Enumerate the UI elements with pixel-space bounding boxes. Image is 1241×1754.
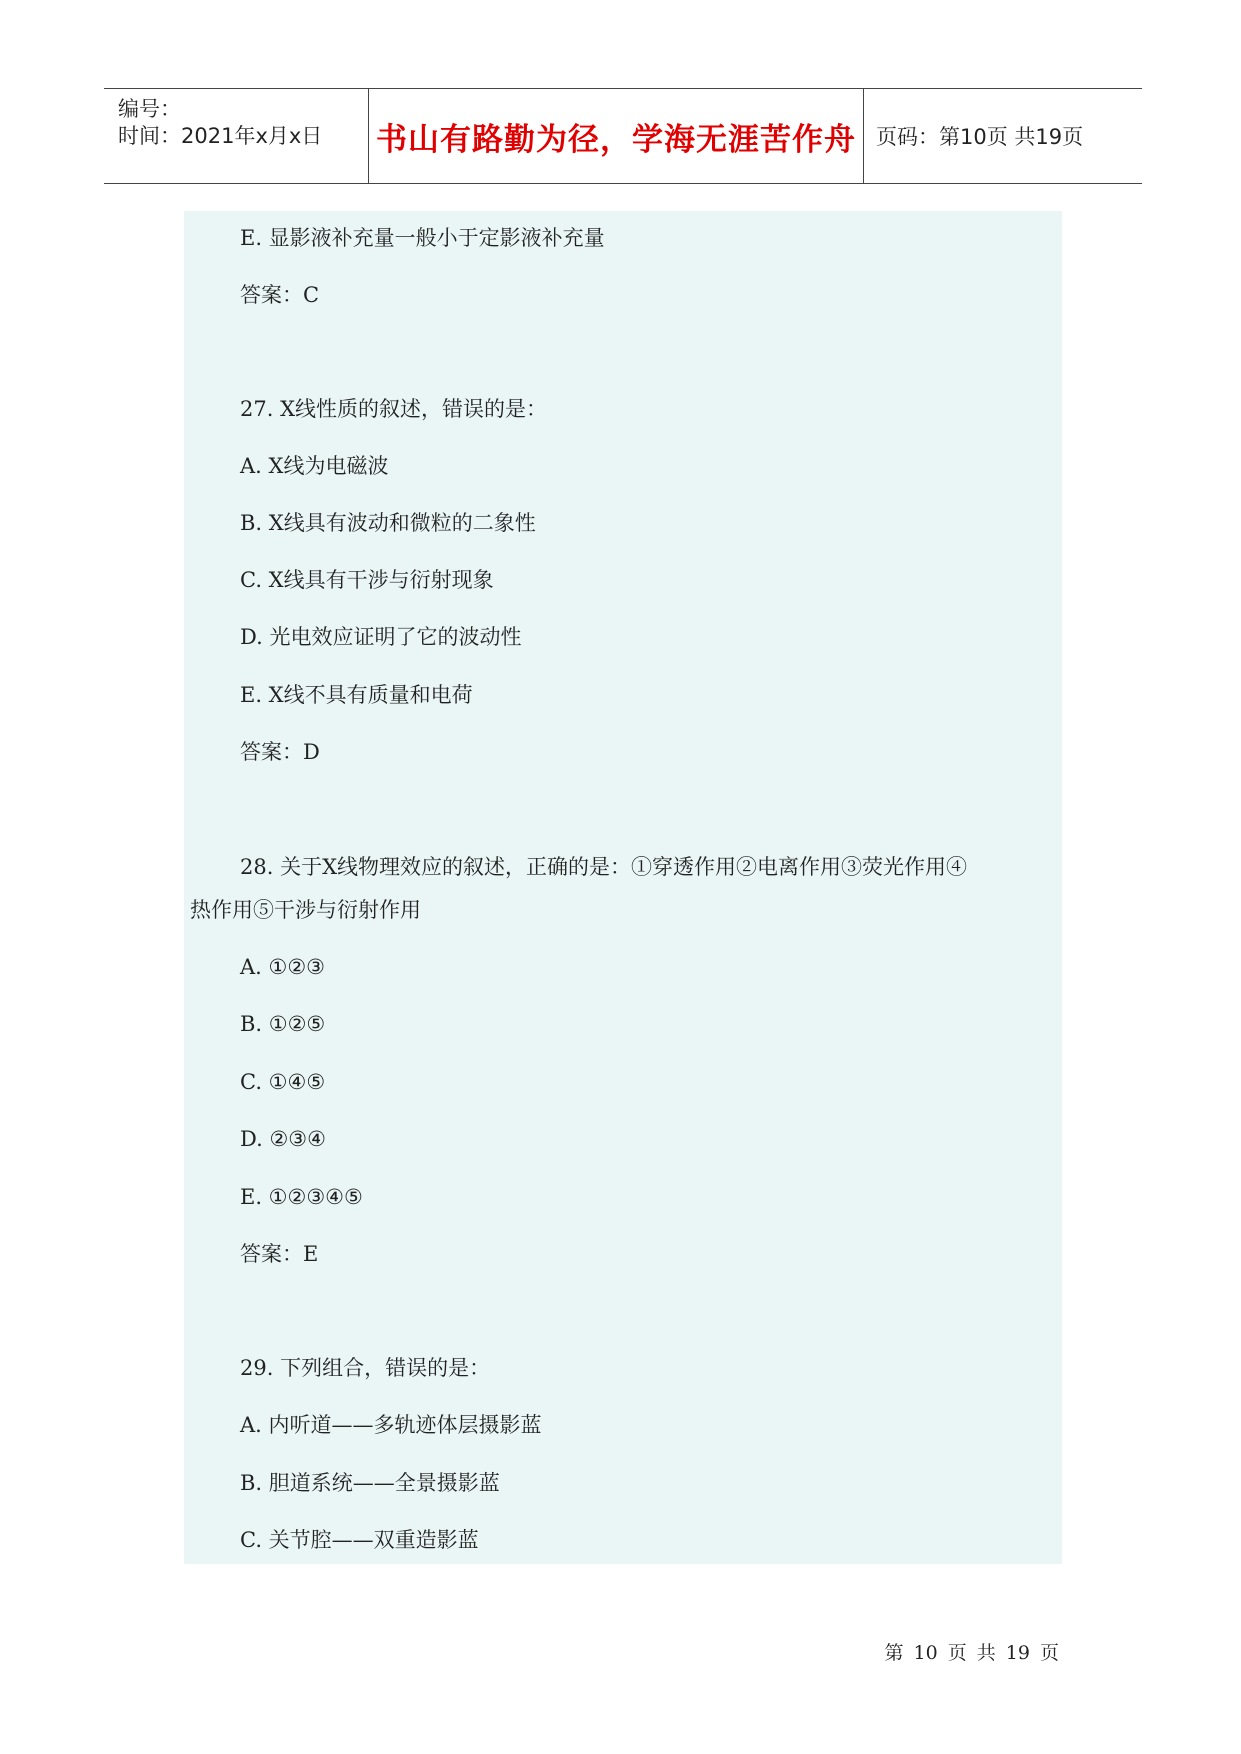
number-label: 编号： bbox=[118, 97, 181, 121]
option-a: A. X线为电磁波 bbox=[240, 454, 389, 478]
option-b: B. X线具有波动和微粒的二象性 bbox=[240, 511, 536, 535]
page-footer: 第 10 页 共 19 页 bbox=[884, 1642, 1059, 1664]
option-c: C. X线具有干涉与衍射现象 bbox=[240, 568, 494, 592]
option-d: D. ②③④ bbox=[240, 1127, 326, 1151]
option-b: B. ①②⑤ bbox=[240, 1012, 326, 1036]
option-e: E. X线不具有质量和电荷 bbox=[240, 683, 473, 707]
question-content bbox=[184, 211, 1062, 1564]
option-e: E. 显影液补充量一般小于定影液补充量 bbox=[240, 226, 605, 250]
motto-text: 书山有路勤为径，学海无涯苦作舟 bbox=[376, 121, 856, 158]
option-c: C. ①④⑤ bbox=[240, 1070, 326, 1094]
option-c: C. 关节腔——双重造影蓝 bbox=[240, 1528, 479, 1552]
option-d: D. 光电效应证明了它的波动性 bbox=[240, 625, 522, 649]
answer: 答案：D bbox=[240, 740, 320, 764]
question-29: 29. 下列组合，错误的是： bbox=[240, 1356, 491, 1380]
option-a: A. ①②③ bbox=[240, 955, 325, 979]
header-meta bbox=[104, 89, 369, 183]
option-a: A. 内听道——多轨迹体层摄影蓝 bbox=[240, 1413, 542, 1437]
header-motto bbox=[369, 89, 864, 183]
answer: 答案：E bbox=[240, 1242, 319, 1266]
question-28: 28. 关于X线物理效应的叙述，正确的是：①穿透作用②电离作用③荧光作用④ bbox=[240, 855, 968, 879]
page-header bbox=[104, 88, 1142, 184]
option-b: B. 胆道系统——全景摄影蓝 bbox=[240, 1471, 500, 1495]
question-28-cont: 热作用⑤干涉与衍射作用 bbox=[190, 898, 421, 922]
question-27: 27. X线性质的叙述，错误的是： bbox=[240, 397, 548, 421]
page-code-text: 页码：第10页 共19页 bbox=[876, 125, 1084, 149]
answer: 答案：C bbox=[240, 283, 320, 307]
time-label: 时间：2021年x月x日 bbox=[118, 124, 323, 148]
header-page-code bbox=[864, 89, 1142, 183]
option-e: E. ①②③④⑤ bbox=[240, 1185, 363, 1209]
